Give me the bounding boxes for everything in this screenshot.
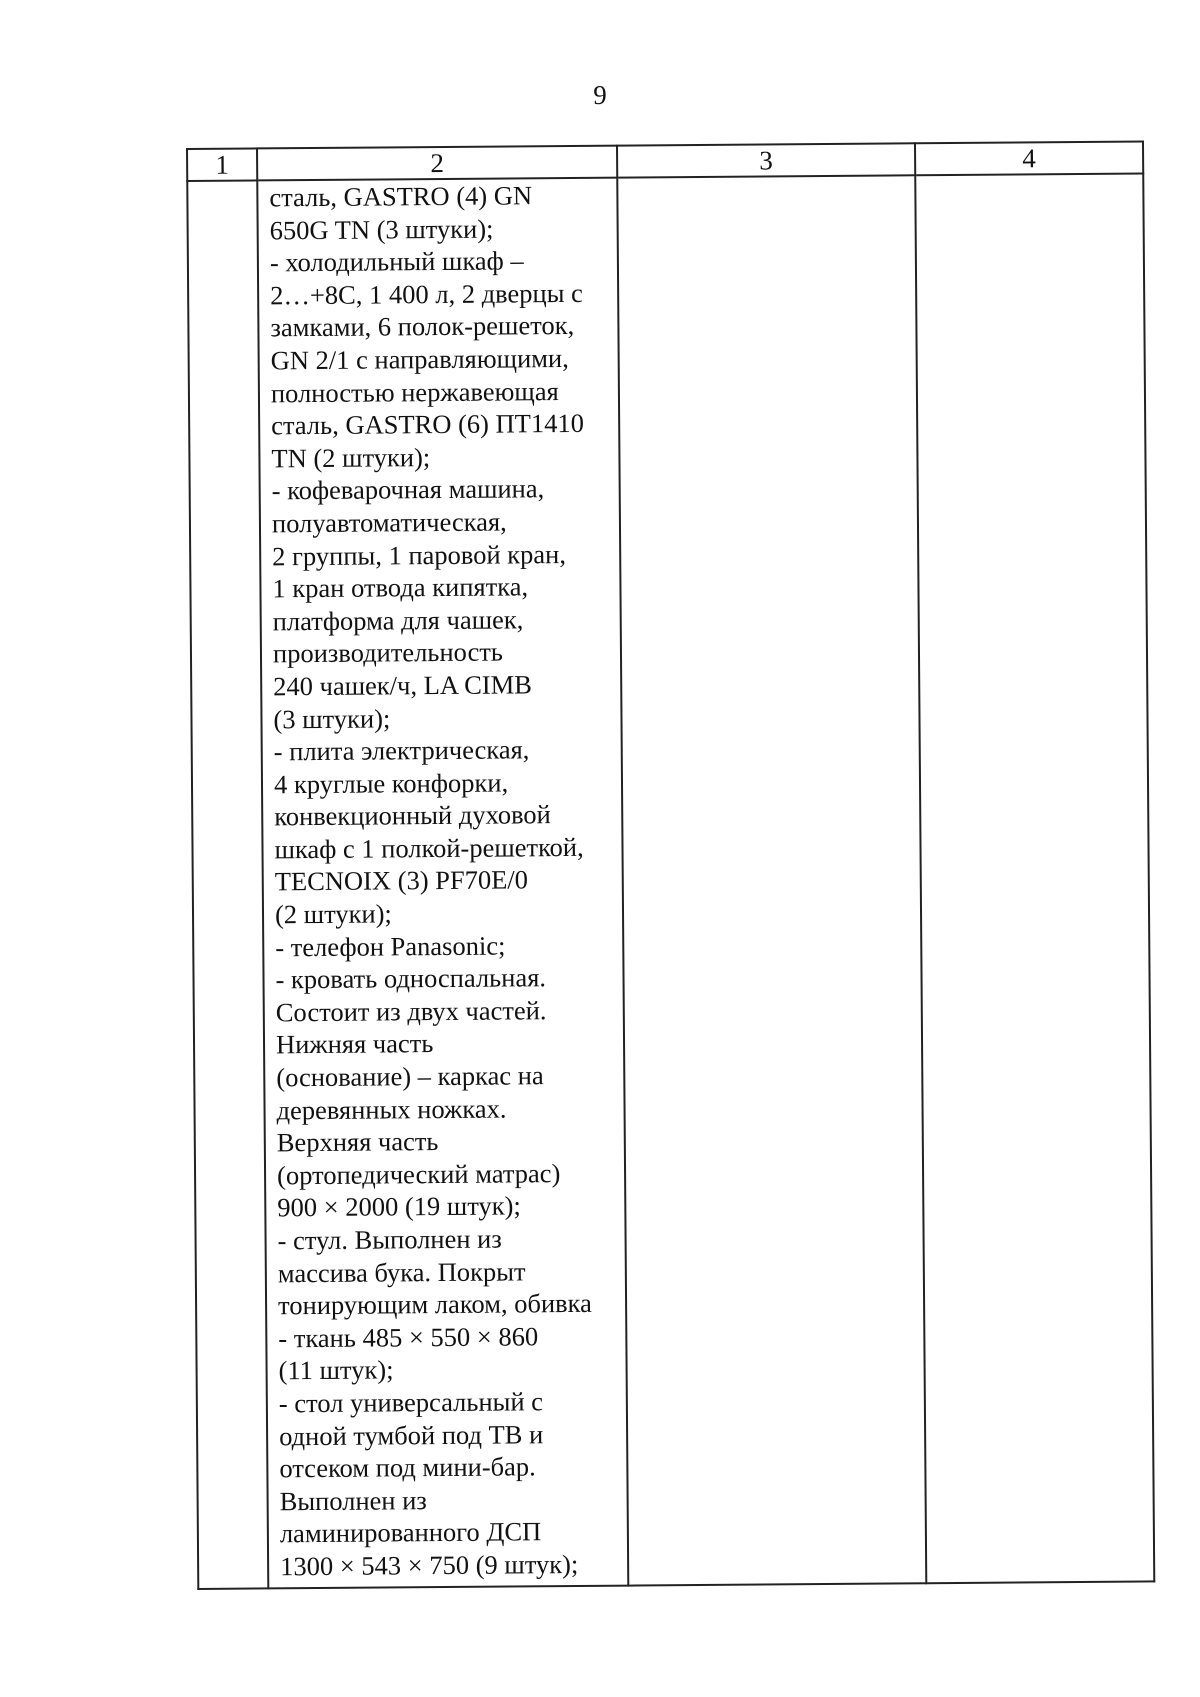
description-line: платформа для чашек,	[272, 604, 524, 637]
description-line: 1300 × 543 × 750 (9 штук);	[280, 1548, 579, 1582]
description-line: сталь, GASTRO (6) ПТ1410	[271, 408, 585, 441]
description-line: 1 кран отвода кипятка,	[272, 571, 529, 604]
description-line: (ортопедический матрас)	[276, 1157, 561, 1191]
description-line: производительность	[272, 636, 504, 669]
column-header-4: 4	[915, 141, 1143, 175]
cell-col-1	[187, 180, 268, 1589]
description-line: Состоит из двух частей.	[275, 995, 547, 1028]
equipment-table	[186, 140, 1155, 1589]
description-line: - кофеварочная машина,	[271, 473, 545, 506]
description-line: Верхняя часть	[276, 1126, 439, 1158]
description-line: (3 штуки);	[273, 702, 391, 734]
description-line: - холодильный шкаф –	[269, 245, 524, 278]
column-header-1: 1	[187, 148, 257, 181]
description-line: ламинированного ДСП	[279, 1516, 542, 1549]
description-line: - телефон Panasonic;	[275, 930, 506, 962]
description-line: TECNOIX (3) PF70E/0	[274, 864, 529, 897]
column-header-3: 3	[617, 143, 915, 177]
table-row	[187, 173, 1154, 1588]
description-line: GN 2/1 с направляющими,	[270, 342, 569, 376]
description-line: Выполнен из	[279, 1484, 427, 1517]
description-line: полностью нержавеющая	[270, 375, 559, 408]
description-line: шкаф с 1 полкой-решеткой,	[274, 831, 584, 865]
description-line: 650G TN (3 штуки);	[269, 213, 494, 245]
description-line: - плита электрическая,	[273, 734, 530, 767]
page-number: 9	[593, 80, 607, 110]
description-line: тонирующим лаком, обивка	[277, 1288, 592, 1321]
description-line: 4 круглые конфорки,	[273, 767, 509, 800]
description-line: отсеком под мини-бар.	[279, 1451, 536, 1484]
description-line: массива бука. Покрыт	[277, 1255, 526, 1288]
cell-col-2	[257, 178, 628, 1589]
description-line: - кровать односпальная.	[275, 962, 547, 995]
description-line: Нижняя часть	[275, 1028, 434, 1060]
column-header-2: 2	[257, 146, 617, 181]
equipment-description	[258, 179, 627, 1583]
description-line: конвекционный духовой	[274, 799, 551, 832]
description-line: сталь, GASTRO (4) GN	[269, 180, 533, 213]
description-line: 240 чашек/ч, LA CIMB	[273, 669, 533, 702]
cell-col-4	[915, 173, 1154, 1583]
description-line: TN (2 штуки);	[271, 441, 431, 474]
description-line: (11 штук);	[278, 1354, 394, 1386]
description-line: (2 штуки);	[274, 898, 392, 930]
description-line: замками, 6 полок-решеток,	[270, 310, 575, 343]
description-line: - ткань 485 × 550 × 860	[278, 1321, 539, 1354]
description-line: - стул. Выполнен из	[277, 1223, 502, 1256]
description-line: - стол универсальный с	[278, 1386, 544, 1419]
description-line: 900 × 2000 (19 штук);	[277, 1190, 521, 1223]
description-line: (основание) – каркас на	[276, 1060, 544, 1093]
description-line: полуавтоматическая,	[271, 506, 507, 539]
description-line: 2…+8С, 1 400 л, 2 дверцы с	[270, 277, 583, 311]
description-line: 2 группы, 1 паровой кран,	[272, 538, 567, 571]
description-line: деревянных ножках.	[276, 1093, 507, 1125]
cell-col-3	[617, 175, 926, 1585]
description-line: одной тумбой под ТВ и	[278, 1418, 544, 1451]
